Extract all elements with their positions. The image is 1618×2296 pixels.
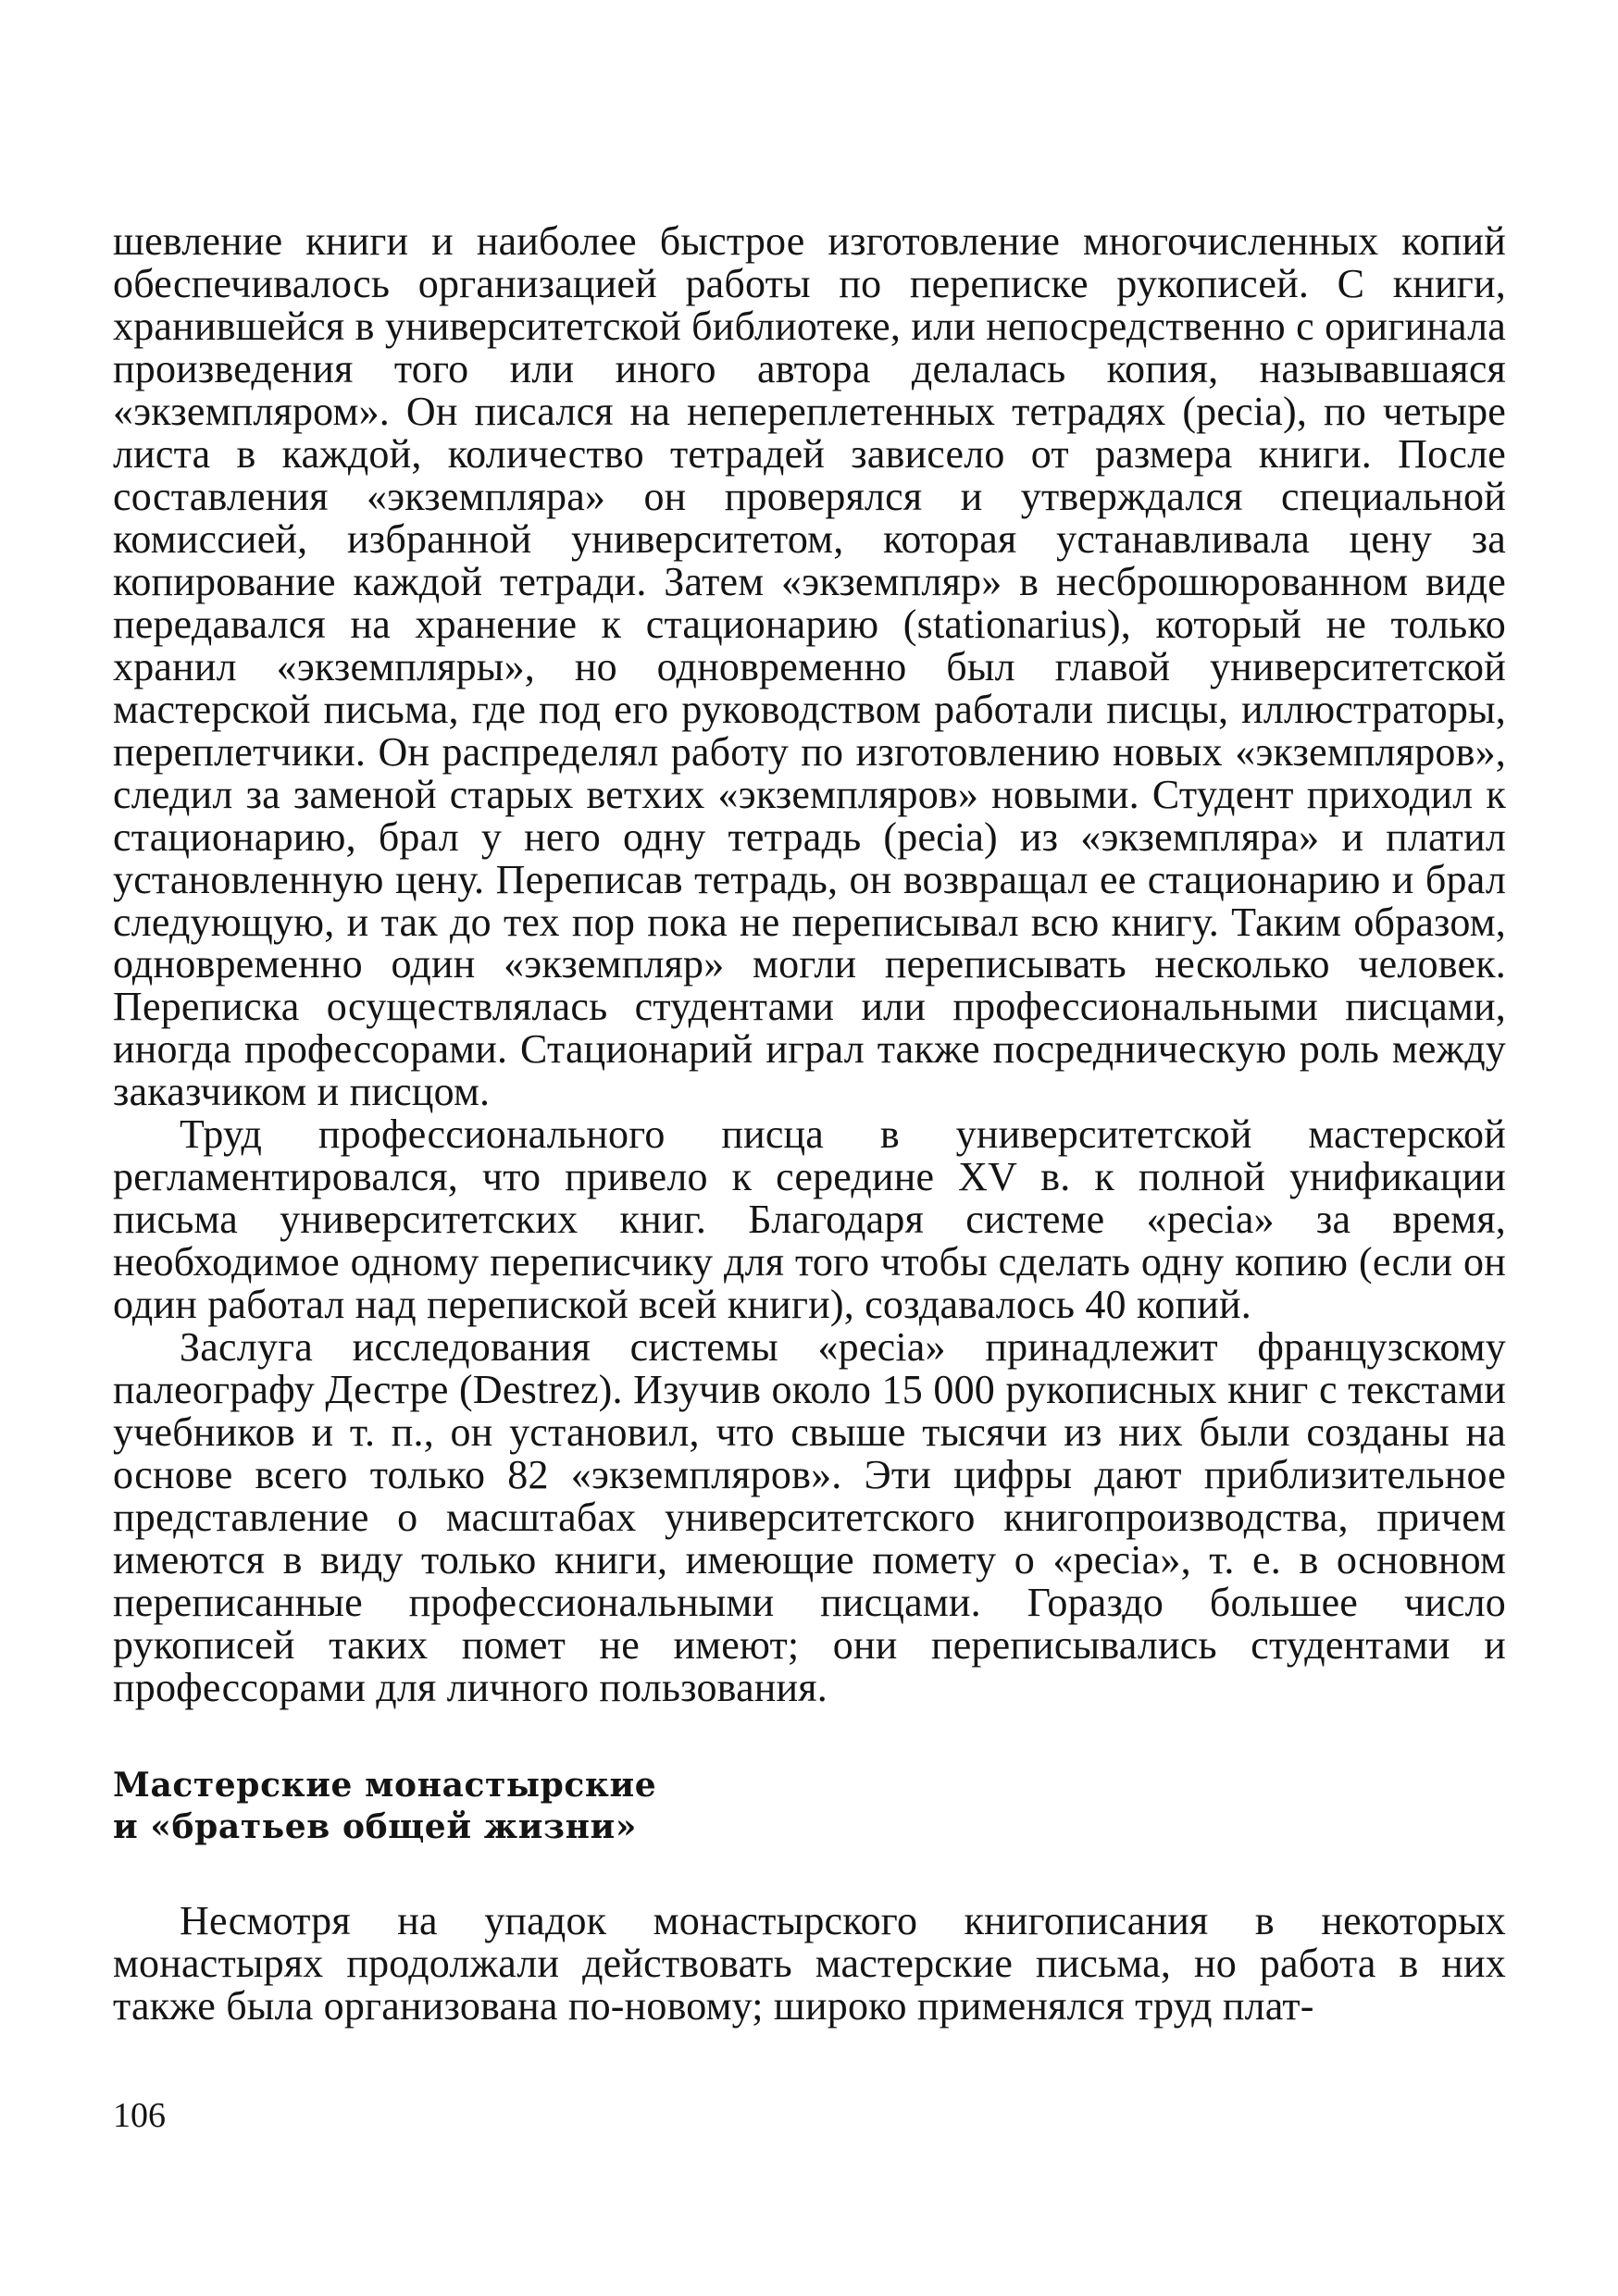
paragraph-monastic-workshops: Несмотря на упадок монастырского книгописания в некоторых монастырях продолжали действовать мастерские письма, но работа в них также была организована по-новому; широко применялся труд плат- [113, 1898, 1506, 2029]
paragraph-destrez-research: Заслуга исследования системы «pecia» принадлежит французскому палеографу Дестре (Destrez). Изучив около 15 000 рукописных книг с текстами учебников и т. п., он установил, что свыше тысячи из них были созданы на основе всего только 82 «экземпляров». Эти цифры дают приблизительное представление о масштабах университетского книгопроизводства, причем имеются в виду только книги, имеющие помету о «pecia», т. е. в основном переписанные профессиональными писцами. Гораздо большее число рукописей таких помет не имеют; они переписывались студентами и профессорами для личного пользования. [113, 1324, 1506, 1710]
section-heading-line-2: и «братьев общей жизни» [113, 1806, 637, 1846]
section-heading [113, 1765, 1039, 1847]
paragraph-scribe-labor: Труд профессионального писца в университетской мастерской регламентировался, что привело к середине XV в. к полной унификации письма университетских книг. Благодаря системе «pecia» за время, необходимое одному переписчику для того чтобы сделать одну копию (если он один работал над перепиской всей книги), создавалось 40 копий. [113, 1111, 1506, 1328]
section-text [113, 1900, 1506, 2028]
section-heading-line-1: Мастерские монастырские [113, 1766, 657, 1805]
body-text [113, 220, 1506, 1709]
page-number: 106 [113, 2096, 166, 2135]
paragraph-continuation: шевление книги и наиболее быстрое изготовление многочисленных копий обеспечивалось организацией работы по переписке рукописей. С книги, хранившейся в университетской библиотеке, или непосредственно с оригинала произведения того или иного автора делалась копия, называвшаяся «экземпляром». Он писался на непереплетенных тетрадях (pecia), по четыре листа в каждой, количество тетрадей зависело от размера книги. После составления «экземпляра» он проверялся и утверждался специальной комиссией, избранной университетом, которая устанавливала цену за копирование каждой тетради. Затем «экземпляр» в несброшюрованном виде передавался на хранение к стационарию (stationarius), который не только хранил «экземпляры», но одновременно был главой университетской мастерской письма, где под его руководством работали писцы, иллюстраторы, переплетчики. Он распределял работу по изготовлению новых «экземпляров», следил за заменой старых ветхих «экземпляров» новыми. Студент приходил к стационарию, брал у него одну тетрадь (pecia) из «экземпляра» и платил установленную цену. Переписав тетрадь, он возвращал ее стационарию и брал следующую, и так до тех пор пока не переписывал всю книгу. Таким образом, одновременно один «экземпляр» могли переписывать несколько человек. Переписка осуществлялась студентами или профессиональными писцами, иногда профессорами. Стационарий играл также посредническую роль между заказчиком и писцом. [113, 218, 1506, 1115]
